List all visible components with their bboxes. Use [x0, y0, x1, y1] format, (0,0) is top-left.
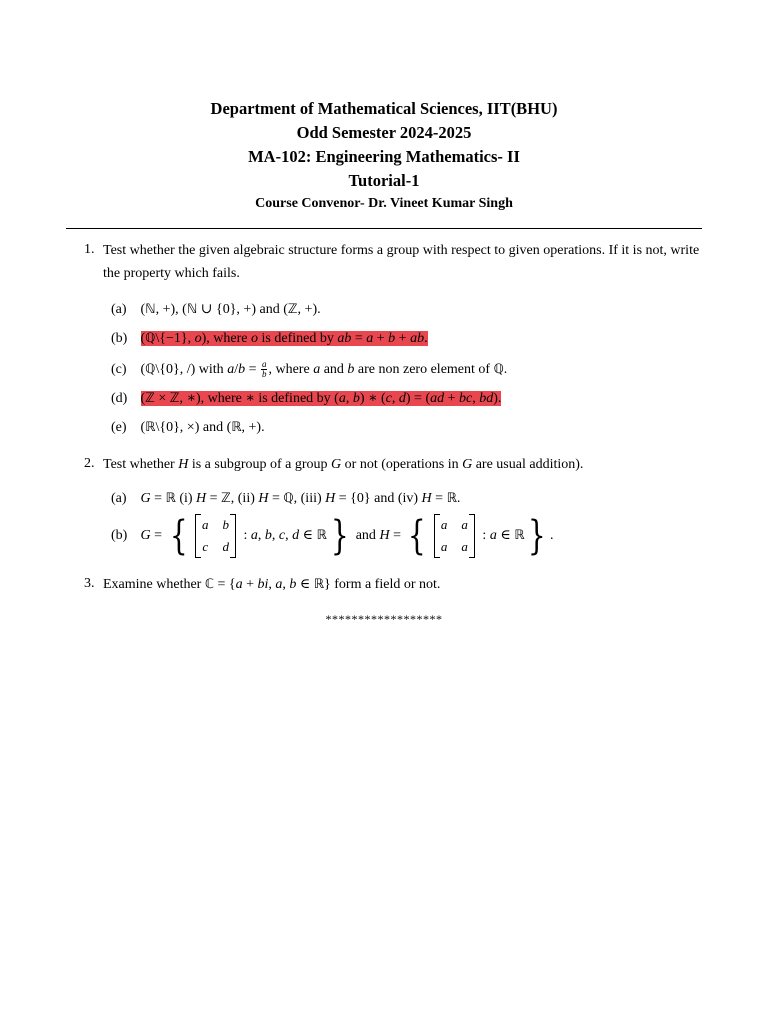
tutorial-title: Tutorial-1	[348, 171, 420, 190]
q1-item-d	[111, 390, 501, 407]
q1-item-e	[111, 420, 265, 436]
question-1-text: Test whether the given algebraic structure forms a group with respect to given operations. If it is not, write the property which fails.	[103, 243, 700, 281]
department-title: Department of Mathematical Sciences, IIT(BHU)	[210, 99, 558, 118]
question-2-number: 2.	[84, 456, 95, 471]
q1b-expression-highlighted: (ℚ\{−1}, o), where o is defined by ab = a + b + ab.	[140, 331, 428, 346]
course-convenor: Course Convenor- Dr. Vineet Kumar Singh	[255, 196, 513, 211]
header-divider	[66, 228, 702, 229]
question-2-text: Test whether H is a subgroup of a group G or not (operations in G are usual addition).	[103, 457, 584, 472]
q2-item-b	[111, 514, 553, 558]
matrix-g: a b c d	[195, 514, 236, 558]
item-label: (b)	[111, 331, 128, 346]
question-3-text: Examine whether ℂ = {a + bi, a, b ∈ ℝ} form a field or not.	[103, 577, 441, 592]
q1e-expression: (ℝ\{0}, ×) and (ℝ, +).	[140, 420, 265, 435]
item-label: (a)	[111, 302, 127, 317]
question-1-number: 1.	[84, 242, 95, 257]
q1d-expression-highlighted: (ℤ × ℤ, ∗), where ∗ is defined by (a, b) ∗ (c, d) = (ad + bc, bd).	[140, 391, 502, 406]
item-label: (a)	[111, 491, 127, 506]
q1-item-c	[111, 360, 507, 379]
q2a-expression: G = ℝ (i) H = ℤ, (ii) H = ℚ, (iii) H = {0} and (iv) H = ℝ.	[140, 491, 461, 506]
q1a-expression: (ℕ, +), (ℕ ∪ {0}, +) and (ℤ, +).	[140, 302, 321, 317]
semester-title: Odd Semester 2024-2025	[296, 123, 472, 142]
q2b-expression: G = { a b c d : a, b, c, d ∈ ℝ} and H = { a a a a : a ∈ ℝ} .	[140, 513, 554, 559]
matrix-h: a a a a	[434, 514, 475, 558]
item-label: (c)	[111, 361, 127, 377]
item-label: (e)	[111, 420, 127, 435]
q1c-expression: (ℚ\{0}, /) with a/b = $\frac{a}{b}$ , where a and b are non zero element of ℚ.	[140, 359, 508, 379]
q1-item-b	[111, 331, 428, 347]
item-label: (b)	[111, 528, 128, 544]
question-3-number: 3.	[84, 576, 95, 591]
course-title: MA-102: Engineering Mathematics- II	[248, 147, 520, 166]
q1-item-a	[111, 301, 321, 318]
q2-item-a	[111, 491, 460, 507]
item-label: (d)	[111, 391, 128, 406]
end-stars: ******************	[325, 612, 443, 626]
